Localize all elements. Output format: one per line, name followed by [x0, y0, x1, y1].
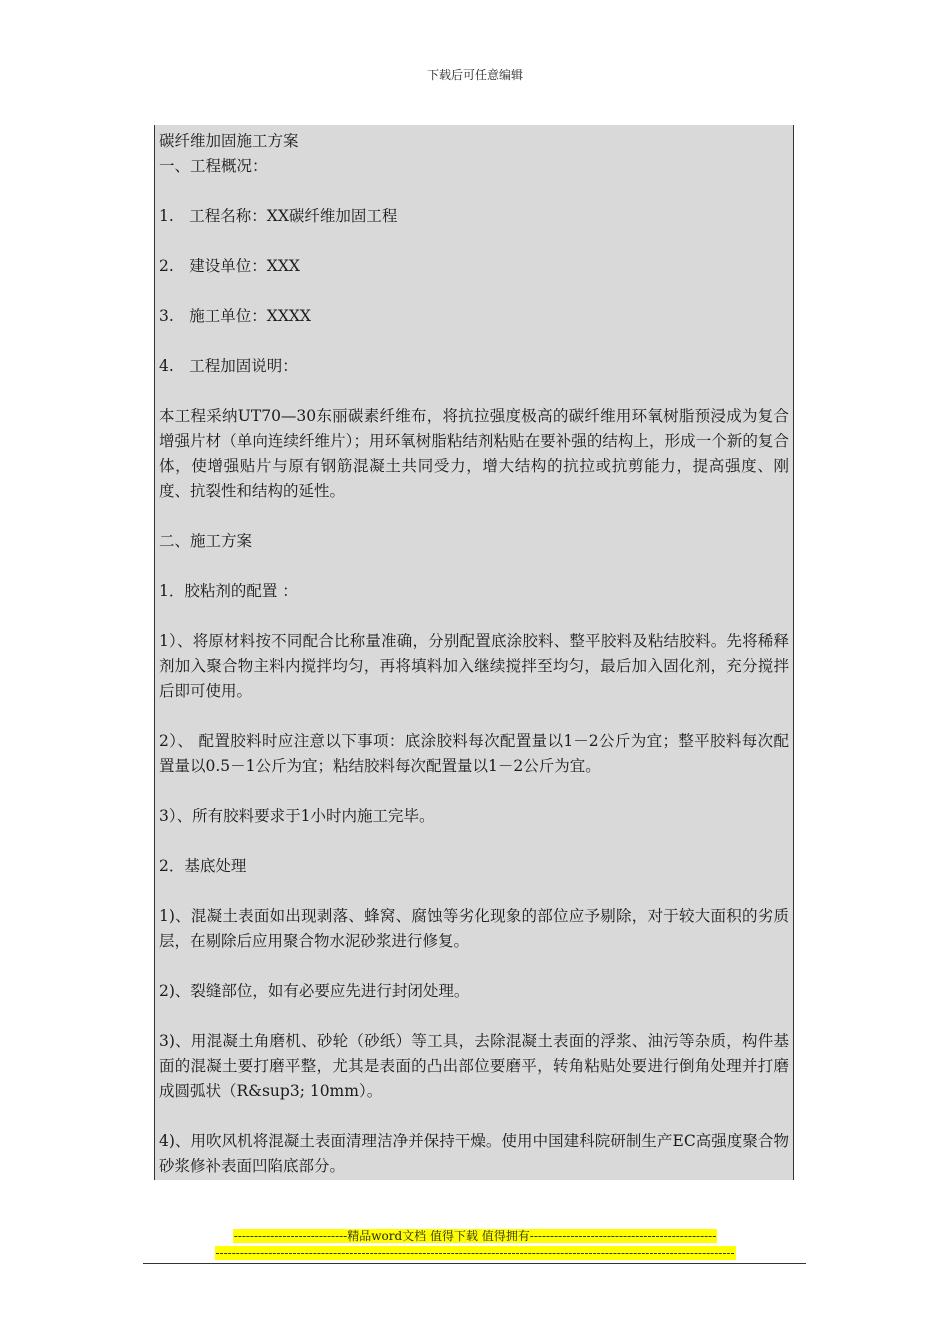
substrate-step-1: 1)、混凝土表面如出现剥落、蜂窝、腐蚀等劣化现象的部位应予剔除，对于较大面积的劣质层，在剔除后应用聚合物水泥砂浆进行修复。: [159, 907, 789, 950]
footer-banner-text1: ----------------------------精品word文档 值得下载 值得拥有----------------------------------------------: [233, 1229, 717, 1243]
intro-paragraph: 本工程采纳UT70—30东丽碳素纤维布，将抗拉强度极高的碳纤维用环氧树脂预浸成为复合增强片材（单向连续纤维片）；用环氧树脂粘结剂粘贴在要补强的结构上，形成一个新的复合体，使增强贴片与原有钢筋混凝土共同受力，增大结构的抗拉或抗剪能力，提高强度、刚度、抗裂性和结构的延性。: [159, 407, 789, 500]
reinforcement-notes-item: 4. 工程加固说明：: [159, 357, 298, 375]
spacer: [159, 179, 789, 204]
footer-divider: [143, 1263, 806, 1264]
spacer: [159, 1004, 789, 1029]
adhesive-config-heading: 1．胶粘剂的配置 ：: [159, 582, 298, 600]
spacer: [159, 504, 789, 529]
adhesive-step-2: 2）、 配置胶料时应注意以下事项：底涂胶料每次配置量以1－2公斤为宜；整平胶料每次配置量以0.5－1公斤为宜；粘结胶料每次配置量以1－2公斤为宜。: [159, 732, 789, 775]
substrate-step-2: 2)、裂缝部位，如有必要应先进行封闭处理。: [159, 982, 470, 1000]
footer-banner-line2: [0, 1246, 950, 1261]
spacer: [159, 379, 789, 404]
spacer: [159, 329, 789, 354]
project-name-item: 1. 工程名称：XX碳纤维加固工程: [159, 207, 398, 225]
substrate-heading: 2．基底处理: [159, 857, 247, 875]
footer-banner-text2: --------------------------------------------------------------------------------------------------------------------------------: [215, 1246, 735, 1260]
spacer: [159, 604, 789, 629]
header-note: 下载后可任意编辑: [426, 68, 523, 82]
spacer: [159, 229, 789, 254]
adhesive-step-3: 3）、所有胶料要求于1小时内施工完毕。: [159, 807, 435, 825]
footer-banner-line1: [0, 1229, 950, 1244]
spacer: [159, 954, 789, 979]
document-body: [154, 125, 794, 1180]
adhesive-step-1: 1）、将原材料按不同配合比称量准确，分别配置底涂胶料、整平胶料及粘结胶料。先将稀释剂加入聚合物主料内搅拌均匀，再将填料加入继续搅拌至均匀，最后加入固化剂，充分搅拌后即可使用。: [159, 632, 789, 700]
spacer: [159, 554, 789, 579]
section2-heading: 二、施工方案: [159, 532, 253, 550]
document-title: 碳纤维加固施工方案: [159, 132, 299, 150]
spacer: [159, 829, 789, 854]
spacer: [159, 704, 789, 729]
owner-unit-item: 2. 建设单位：XXX: [159, 257, 300, 275]
contractor-item: 3. 施工单位：XXXX: [159, 307, 311, 325]
section1-heading: 一、工程概况：: [159, 157, 268, 175]
spacer: [159, 279, 789, 304]
substrate-step-4: 4)、用吹风机将混凝土表面清理洁净并保持干燥。使用中国建科院研制生产EC高强度聚合物砂浆修补表面凹陷底部分。: [159, 1132, 789, 1175]
spacer: [159, 779, 789, 804]
substrate-step-3: 3)、用混凝土角磨机、砂轮（砂纸）等工具，去除混凝土表面的浮浆、油污等杂质，构件基面的混凝土要打磨平整，尤其是表面的凸出部位要磨平，转角粘贴处要进行倒角处理并打磨成圆弧状（R&sup3; 10mm）。: [159, 1032, 789, 1100]
spacer: [159, 1104, 789, 1129]
spacer: [159, 879, 789, 904]
